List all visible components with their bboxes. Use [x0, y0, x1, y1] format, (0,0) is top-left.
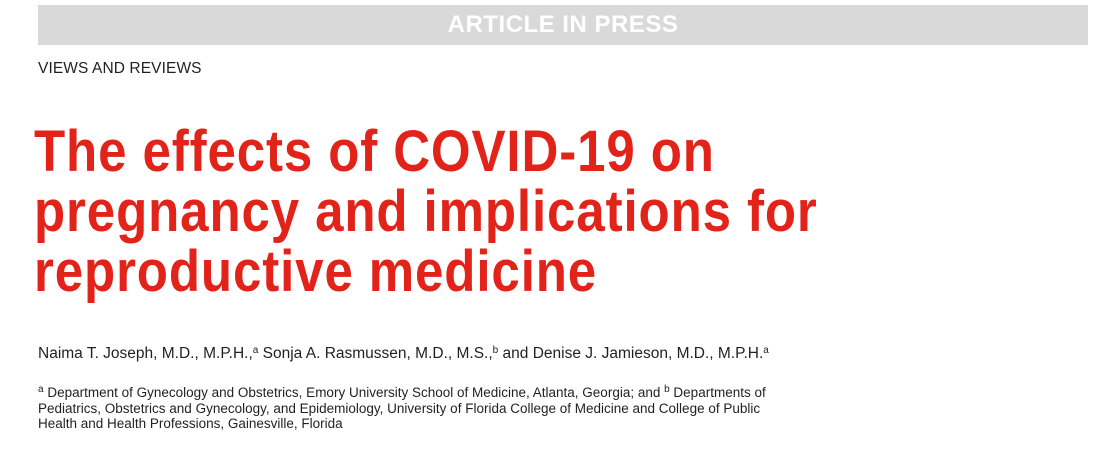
title-line: reproductive medicine: [34, 239, 598, 304]
author-affiliation-mark: a: [252, 345, 259, 356]
article-in-press-banner: [38, 5, 1088, 45]
affiliation-line: Pediatrics, Obstetrics and Gynecology, and Epidemiology, University of Florida College of Medicine and College of Public: [38, 400, 761, 416]
author-name: Naima T. Joseph, M.D., M.P.H.,: [38, 345, 253, 362]
author-affiliation-mark: a: [763, 345, 769, 356]
affiliation-a-text: Department of Gynecology and Obstetrics, Emory University School of Medicine, Atlanta, Georgia; and: [43, 385, 665, 400]
banner-label: ARTICLE IN PRESS: [447, 11, 679, 38]
affiliation-b-text: Departments of: [669, 385, 766, 400]
affiliation-line: Health and Health Professions, Gainesville, Florida: [38, 416, 343, 431]
title-line: The effects of COVID-19 on: [34, 119, 715, 184]
section-label: VIEWS AND REVIEWS: [38, 60, 202, 77]
affiliation-mark-b: b: [664, 384, 670, 395]
author-name: and Denise J. Jamieson, M.D., M.P.H.: [502, 345, 764, 362]
title-line: pregnancy and implications for: [34, 179, 818, 244]
affiliation-line: [38, 385, 1038, 401]
author-list: [38, 345, 769, 363]
article-title: [34, 119, 949, 304]
affiliation-mark-a: a: [38, 384, 44, 395]
affiliations: [38, 385, 1038, 432]
author-name: Sonja A. Rasmussen, M.D., M.S.,: [262, 345, 493, 362]
author-affiliation-mark: b: [492, 345, 499, 356]
